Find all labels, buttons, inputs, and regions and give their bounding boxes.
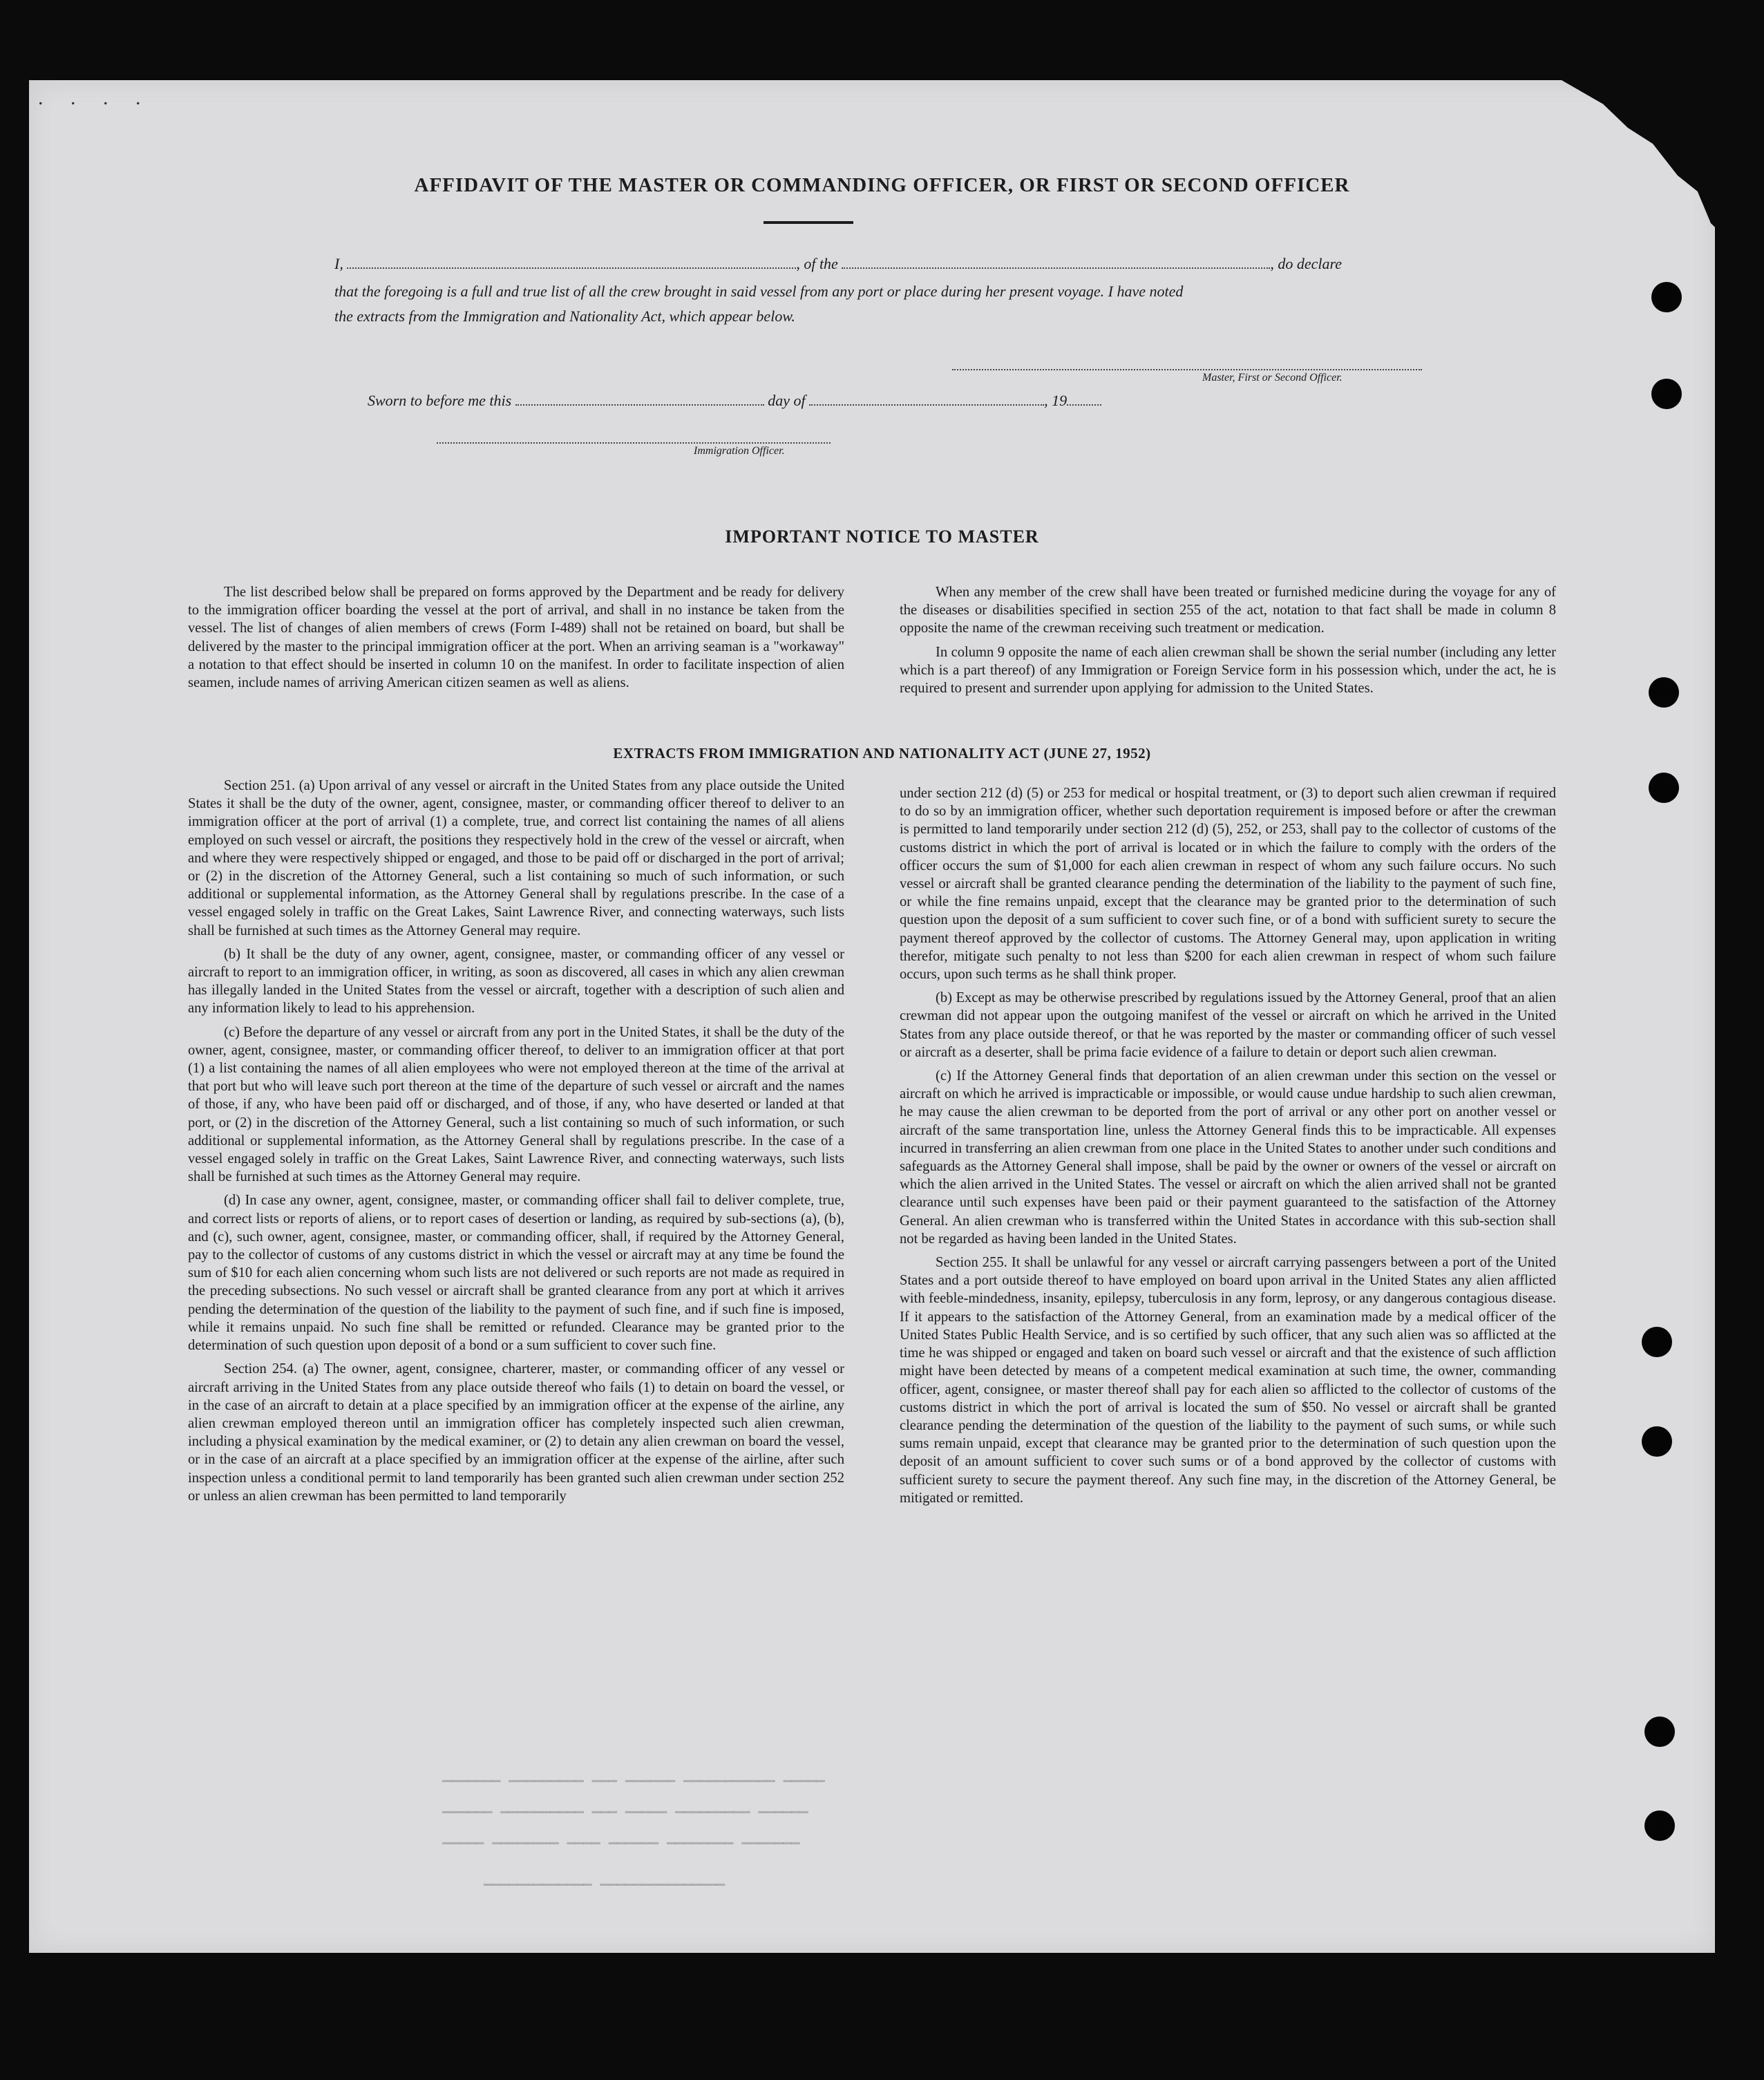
notice-title: IMPORTANT NOTICE TO MASTER [725, 527, 1039, 547]
sworn-year-prefix: , 19 [1044, 392, 1068, 409]
punch-hole-icon [1651, 379, 1682, 409]
title-divider [764, 221, 853, 224]
bleed-through-texture: ▁▁▁▁▁▁▁▁▁▁▁▁▁ ▁▁▁▁▁▁▁▁▁▁▁▁▁▁▁ [484, 1871, 725, 1887]
sworn-day-field[interactable] [515, 399, 764, 406]
section-251-b: (b) It shall be the duty of any owner, agent, consignee, master, or commanding officer of any vessel or aircraft to report to an immigration officer, in writing, as soon as discovered, all cases in which any alien crewman has illegally landed in the United States from the vessel or aircraft, together with a description of such alien and any information likely to lead to his apprehension. [188, 946, 844, 1017]
corner-marks: . . . . [38, 86, 152, 109]
master-signature-label: Master, First or Second Officer. [1202, 372, 1343, 384]
punch-hole-icon [1651, 282, 1682, 312]
sworn-prefix: Sworn to before me this [368, 392, 512, 409]
punch-hole-icon [1649, 677, 1679, 708]
declaration-do-declare: , do declare [1270, 255, 1342, 272]
notice-left-column [188, 583, 844, 697]
notice-right-paragraph-1: When any member of the crew shall have been treated or furnished medicine during the voyage for any of the diseases or disabilities specified in section 255 of the act, notation to that fact shall be made in column 8 opposite the name of the crewman receiving such treatment or medication. [900, 585, 1556, 636]
sworn-month-field[interactable] [809, 399, 1044, 406]
notice-left-paragraph: The list described below shall be prepared on forms approved by the Department and be ready for delivery to the immigration officer boarding the vessel at the port of arrival, and shall in no instance be taken from the vessel. The list of changes of alien members of crews (Form I-489) shall not be retained on board, but shall be delivered by the master to the principal immigration officer at the port. When an arriving seaman is a "workaway" a notation to that effect should be inserted in column 10 on the manifest. In order to facilitate inspection of alien seamen, include names of arriving American citizen seamen as well as aliens. [188, 585, 844, 691]
extracts-right-column [900, 784, 1556, 1513]
punch-hole-icon [1642, 1327, 1672, 1357]
notice-right-column [900, 583, 1556, 703]
punch-hole-icon [1644, 1810, 1675, 1841]
bleed-through-texture: ▁▁▁▁▁▁▁ ▁▁▁▁▁▁▁▁▁ ▁▁▁ ▁▁▁▁▁▁ ▁▁▁▁▁▁▁▁▁▁▁ ▁▁▁▁▁ [442, 1768, 825, 1784]
sworn-year-field[interactable] [1067, 399, 1101, 406]
master-signature-line[interactable] [952, 368, 1422, 370]
section-251-d: (d) In case any owner, agent, consignee, master, or commanding officer shall fail to deliver complete, true, and correct lists or reports of aliens, or to report cases of desertion or landing, as required by sub-sections (a), (b), and (c), such owner, agent, consignee, master, or commanding officer, shall, if required by the Attorney General, pay to the collector of customs of any customs district in which the vessel or aircraft may at any time be found the sum of $10 for each alien concerning whom such lists are not delivered or such reports are not made as required in the preceding subsections. No such vessel or aircraft shall be granted clearance from any port at which it arrives pending the determination of the question of the liability to the payment of such fine, and if such fine is imposed, while it remains unpaid. No such fine shall be remitted or refunded. Clearance may be granted prior to the determination of such question upon deposit of a bond or a sum sufficient to cover such fine. [188, 1193, 844, 1354]
bleed-through-texture: ▁▁▁▁▁ ▁▁▁▁▁▁▁▁ ▁▁▁▁ ▁▁▁▁▁▁ ▁▁▁▁▁▁▁▁ ▁▁▁▁▁▁▁ [442, 1830, 800, 1846]
section-254-c: (c) If the Attorney General finds that deportation of an alien crewman under this section on the vessel or aircraft on which he arrived is impracticable or impossible, or would cause undue hardship to such alien crewman, he may cause the alien crewman to be deported from the port of arrival or any other port on another vessel or aircraft of the same transportation line, unless the Attorney General finds this to be impracticable. All expenses incurred in transferring an alien crewman from one place in the United States to another under such conditions and safeguards as the Attorney General shall impose, shall be paid by the owner or owners of the vessel or aircraft on which the alien arrived in the United States. The vessel or aircraft on which the alien arrived shall not be granted clearance until such expenses have been paid or their payment guaranteed to the satisfaction of the Attorney General. An alien crewman who is transferred within the United States in accordance with this sub-section shall not be regarded as having been landed in the United States. [900, 1068, 1556, 1247]
declaration-line-3: the extracts from the Immigration and Nationality Act, which appear below. [334, 308, 795, 325]
immigration-officer-signature-line[interactable] [437, 441, 831, 444]
name-field[interactable] [347, 262, 796, 269]
extracts-title: EXTRACTS FROM IMMIGRATION AND NATIONALITY ACT (JUNE 27, 1952) [613, 745, 1151, 762]
immigration-officer-label: Immigration Officer. [694, 445, 785, 457]
section-251-c: (c) Before the departure of any vessel or aircraft from any port in the United States, it shall be the duty of the owner, agent, consignee, master, or commanding officer thereof, to deliver to an immigration officer at that port (1) a list containing the names of all alien employees who were not employed thereon at the time of the arrival at that port but who will leave such port thereon at the time of the departure of such vessel or aircraft and the names of those, if any, who have been paid off or discharged, and of those, if any, who have deserted or landed at that port, or (2) in the discretion of the Attorney General, such a list containing so much of such information, or such additional or supplemental information, as the Attorney General shall by regulations prescribe. In the case of a vessel engaged solely in traffic on the Great Lakes, Saint Lawrence River, and connecting waterways, such lists shall be furnished at such times as the Attorney General may require. [188, 1024, 844, 1185]
extracts-left-column [188, 777, 844, 1511]
section-251-a: Section 251. (a) Upon arrival of any vessel or aircraft in the United States from any place outside the United States it shall be the duty of the owner, agent, consignee, master, or commanding officer thereof to deliver to an immigration officer at the port of arrival (1) a complete, true, and correct list containing the names of all aliens employed on such vessel or aircraft, the positions they respectively hold in the crew of the vessel or aircraft, when and where they were respectively shipped or engaged, and those to be paid off or discharged in the port of arrival; or (2) in the discretion of the Attorney General, such a list containing so much of such information, or such additional or supplemental information, as the Attorney General shall by regulations prescribe. In the case of a vessel engaged solely in traffic on the Great Lakes, Saint Lawrence River, and connecting waterways, such lists shall be furnished at such times as the Attorney General may require. [188, 778, 844, 938]
sworn-line [368, 388, 1101, 413]
punch-hole-icon [1644, 1717, 1675, 1747]
vessel-field[interactable] [842, 262, 1270, 269]
section-254-a-continued: under section 212 (d) (5) or 253 for medical or hospital treatment, or (3) to deport such alien crewman if required to do so by an immigration officer, whether such deportation requirement is imposed before or after the crewman is permitted to land temporarily under section 212 (d) (5), 252, or 253, shall pay to the collector of customs of the customs district in which the port of arrival is located or in which the failure to comply with the orders of the officer occurs the sum of $1,000 for each alien crewman in respect of whom any such failure occurs. No such vessel or aircraft shall be granted clearance pending the determination of the liability to the payment of such fine, or while the fine remains unpaid, except that the clearance may be granted prior to the determination of such question upon the deposit of a sum sufficient to cover such fine, or of a bond with sufficient surety to secure the payment thereof approved by the collector of customs. The Attorney General may, upon application in writing therefor, mitigate such penalty to not less than $200 for each alien crewman in respect of whom such failure occurs, upon such terms as he shall think proper. [900, 786, 1556, 983]
affidavit-title: AFFIDAVIT OF THE MASTER OR COMMANDING OFFICER, OR FIRST OR SECOND OFFICER [414, 174, 1350, 196]
notice-right-paragraph-2: In column 9 opposite the name of each alien crewman shall be shown the serial number (including any letter which is a part thereof) of any Immigration or Foreign Service form in his possession which, under the act, he is required to present and surrender upon applying for admission to the United States. [900, 644, 1556, 697]
punch-hole-icon [1642, 1426, 1672, 1457]
section-255: Section 255. It shall be unlawful for any vessel or aircraft carrying passengers between a port of the United States and a port outside thereof to have employed on board upon arrival in the United States any alien afflicted with feeble-mindedness, insanity, epilepsy, tuberculosis in any form, leprosy, or any dangerous contagious disease. If it appears to the satisfaction of the Attorney General, from an examination made by a medical officer of the United States Public Health Service, and is so certified by such officer, that any such alien was so afflicted at the time he was shipped or engaged and taken on board such vessel or aircraft and that the existence of such affliction might have been detected by means of a competent medical examination at such time, the owner, commanding officer, agent, consignee, or master thereof shall pay for each alien so afflicted to the collector of customs of the customs district in which the port of arrival is located the sum of $50. No vessel or aircraft shall be granted clearance pending the determination of the question of the liability to the payment of such sums, or while such sums remain unpaid, except that clearance may be granted prior to the determination of such question upon the deposit of an amount sufficient to cover such sums or of a bond approved by the collector of customs with sufficient surety to secure the payment thereof. Any such fine may, in the discretion of the Attorney General, be mitigated or remitted. [900, 1255, 1556, 1506]
declaration-i: I, [334, 255, 343, 272]
declaration-of-the: , of the [796, 255, 838, 272]
declaration-line-2: that the foregoing is a full and true list of all the crew brought in said vessel from any port or place during her present voyage. I have noted [334, 283, 1184, 300]
section-254-a: Section 254. (a) The owner, agent, consignee, charterer, master, or commanding officer of any vessel or aircraft arriving in the United States from any place outside thereof who fails (1) to detain on board the vessel, or in the case of an aircraft to detain at a place specified by an immigration officer at the expense of the airline, any alien crewman employed thereon until an immigration officer has completely inspected such alien crewman, including a physical examination by the medical examiner, or (2) to detain any alien crewman on board the vessel, or in the case of an aircraft at a place specified by an immigration officer at the expense of the airline, after such inspection unless a conditional permit to land temporarily has been granted such alien crewman under section 252 or unless an alien crewman has been permitted to land temporarily [188, 1361, 844, 1504]
punch-hole-icon [1649, 773, 1679, 803]
declaration-line-1 [334, 252, 1342, 276]
section-254-b: (b) Except as may be otherwise prescribed by regulations issued by the Attorney General, proof that an alien crewman did not appear upon the outgoing manifest of the vessel or aircraft on which he arrived in the United States from any place outside thereof, or that he was reported by the master or commanding officer of such vessel or aircraft as a deserter, shall be prima facie evidence of a failure to detain or deport such alien crewman. [900, 990, 1556, 1060]
sworn-day-of: day of [768, 392, 806, 409]
bleed-through-texture: ▁▁▁▁▁▁ ▁▁▁▁▁▁▁▁▁▁ ▁▁▁ ▁▁▁▁▁ ▁▁▁▁▁▁▁▁▁ ▁▁▁▁▁▁ [442, 1799, 808, 1815]
